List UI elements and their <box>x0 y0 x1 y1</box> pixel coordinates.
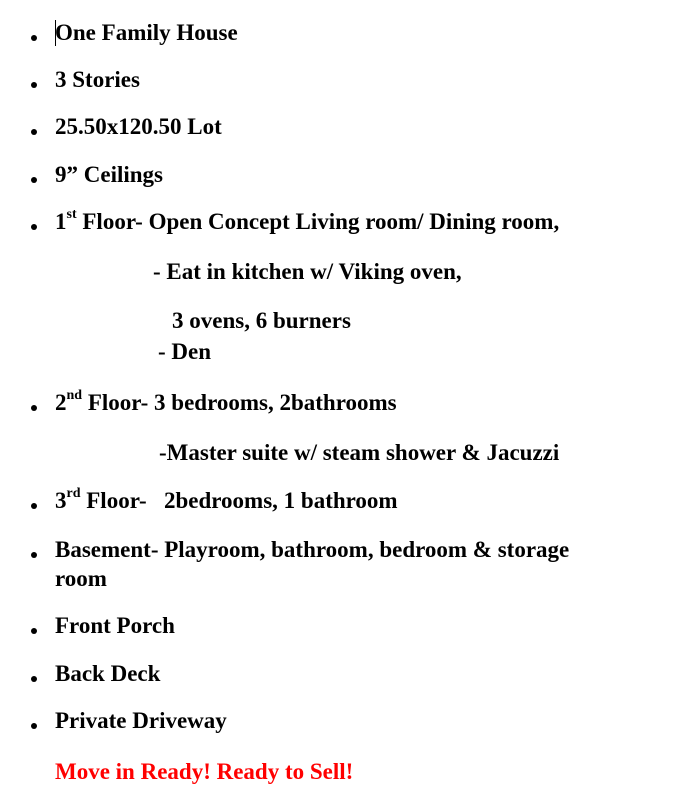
list-item: 9” Ceilings <box>55 162 163 187</box>
list-item-basement-line2: room <box>55 566 107 591</box>
floor-description: Floor- 2bedrooms, 1 bathroom <box>80 488 398 513</box>
list-item-third-floor <box>55 487 398 515</box>
sub-line-master-suite: -Master suite w/ steam shower & Jacuzzi <box>159 440 560 465</box>
floor-ordinal-suffix: rd <box>66 486 81 502</box>
sub-line-den: - Den <box>158 339 212 364</box>
floor-ordinal-suffix: st <box>66 207 77 223</box>
floor-number: 2 <box>55 390 67 415</box>
bullet-icon <box>31 628 37 634</box>
bullet-icon <box>31 224 37 230</box>
closing-tagline: Move in Ready! Ready to Sell! <box>55 759 354 784</box>
list-item: 25.50x120.50 Lot <box>55 114 222 139</box>
list-item-second-floor <box>55 389 397 417</box>
list-item: Front Porch <box>55 613 175 638</box>
bullet-icon <box>31 676 37 682</box>
list-item: Back Deck <box>55 661 161 686</box>
sub-line-kitchen: - Eat in kitchen w/ Viking oven, <box>153 259 462 284</box>
list-item-basement-line1: Basement- Playroom, bathroom, bedroom & storage <box>55 537 570 562</box>
bullet-icon <box>31 82 37 88</box>
list-item: 3 Stories <box>55 67 140 92</box>
list-item: One Family House <box>55 20 238 45</box>
list-item: Private Driveway <box>55 708 227 733</box>
floor-number: 3 <box>55 488 67 513</box>
list-item-first-floor <box>55 208 559 236</box>
bullet-icon <box>31 503 37 509</box>
bullet-icon <box>31 723 37 729</box>
floor-number: 1 <box>55 209 67 234</box>
bullet-icon <box>31 177 37 183</box>
bullet-icon <box>31 552 37 558</box>
floor-ordinal-suffix: nd <box>66 388 83 404</box>
sub-line-ovens: 3 ovens, 6 burners <box>172 308 351 333</box>
floor-description: Floor- 3 bedrooms, 2bathrooms <box>82 390 397 415</box>
bullet-icon <box>31 129 37 135</box>
bullet-icon <box>31 35 37 41</box>
floor-description: Floor- Open Concept Living room/ Dining room, <box>76 209 560 234</box>
bullet-icon <box>31 405 37 411</box>
